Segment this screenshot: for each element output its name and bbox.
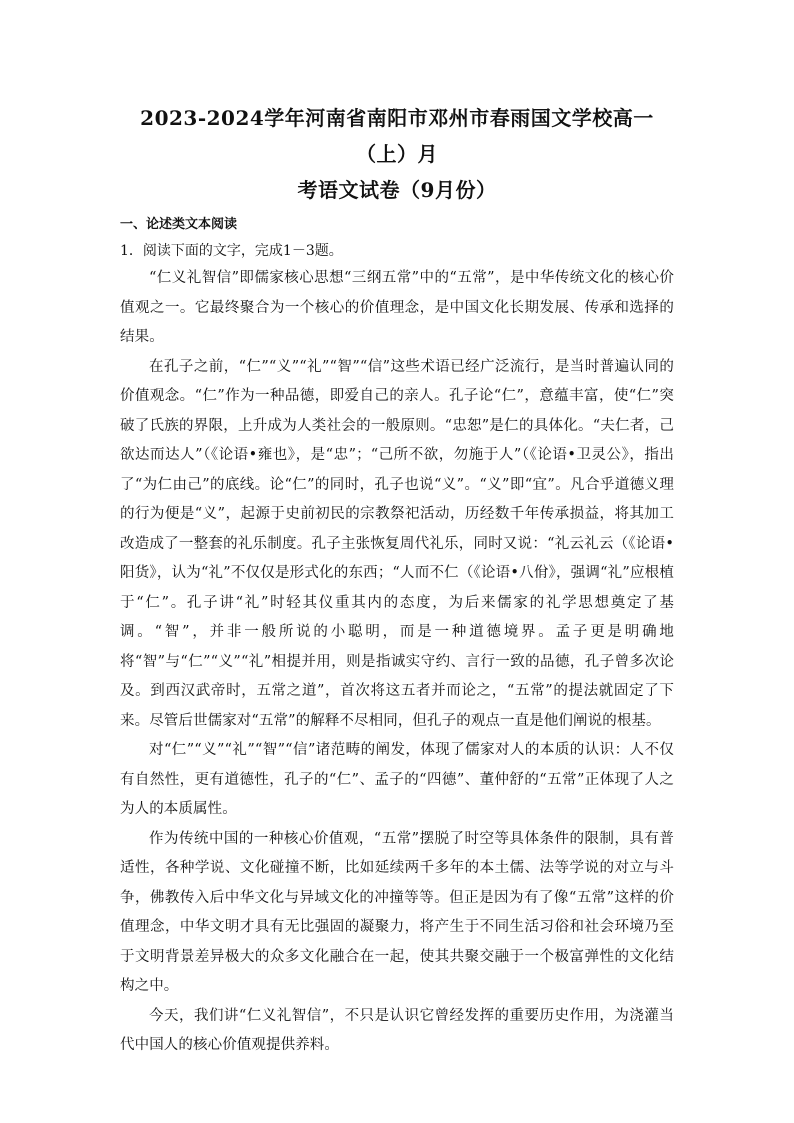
exam-title (120, 100, 674, 208)
passage-paragraph-1: “仁义礼智信”即儒家核心思想“三纲五常”中的“五常”，是中华传统文化的核心价值观之一。它最终聚合为一个核心的价值理念，是中国文化长期发展、传承和选择的结果。 (120, 270, 674, 345)
exam-title-line2: 考语文试卷（9月份） (297, 178, 497, 202)
exam-title-line1: 2023-2024学年河南省南阳市邓州市春雨国文学校高一（上）月 (140, 106, 654, 166)
passage-paragraph-2: 在孔子之前，“仁”“义”“礼”“智”“信”这些术语已经广泛流行，是当时普遍认同的价值观念。“仁”作为一种品德，即爱自己的亲人。孔子论“仁”，意蕴丰富，使“仁”突破了氏族的界限，上升成为人类社会的一般原则。“忠恕”是仁的具体化。“夫仁者，己欲达而达人”（《论语•雍也》，是“忠”；“己所不欲，勿施于人”（《论语•卫灵公》，指出了“为仁由己”的底线。论“仁”的同时，孔子也说“义”。“义”即“宜”。凡合乎道德义理的行为便是“义”，起源于史前初民的宗教祭祀活动，历经数千年传承损益，将其加工改造成了一整套的礼乐制度。孔子主张恢复周代礼乐，同时又说：“礼云礼云（《论语•阳货》，认为“礼”不仅仅是形式化的东西；“人而不仁（《论语•八佾》，强调“礼”应根植于“仁”。孔子讲“礼”时轻其仪重其内的态度，为后来儒家的礼学思想奠定了基调。“智”，并非一般所说的小聪明，而是一种道德境界。孟子更是明确地将“智”与“仁”“义”“礼”相提并用，则是指诚实守约、言行一致的品德，孔子曾多次论及。到西汉武帝时，五常之道”，首次将这五者并而论之，“五常”的提法就固定了下来。尽管后世儒家对“五常”的解释不尽相同，但孔子的观点一直是他们阐说的根基。 (120, 358, 674, 729)
reading-passage (120, 264, 674, 1061)
section-heading: 一、论述类文本阅读 (120, 217, 238, 232)
passage-paragraph-5: 今天，我们讲“仁义礼智信”，不只是认识它曾经发挥的重要历史作用，为浇灌当代中国人的核心价值观提供养料。 (120, 1007, 674, 1053)
passage-paragraph-3: 对“仁”“义”“礼”“智”“信”诸范畴的阐发，体现了儒家对人的本质的认识：人不仅有自然性，更有道德性，孔子的“仁”、孟子的“四德”、董仲舒的“五常”正体现了人之为人的本质属性。 (120, 742, 674, 817)
passage-paragraph-4: 作为传统中国的一种核心价值观，“五常”摆脱了时空等具体条件的限制，具有普适性，各种学说、文化碰撞不断，比如延续两千多年的本土儒、法等学说的对立与斗争，佛教传入后中华文化与异域文化的冲撞等等。但正是因为有了像“五常”这样的价值理念，中华文明才具有无比强固的凝聚力，将产生于不同生活习俗和社会环境乃至于文明背景差异极大的众多文化融合在一起，使其共聚交融于一个极富弹性的文化结构之中。 (120, 830, 674, 994)
question-intro: 1．阅读下面的文字，完成1－3题。 (120, 243, 343, 259)
